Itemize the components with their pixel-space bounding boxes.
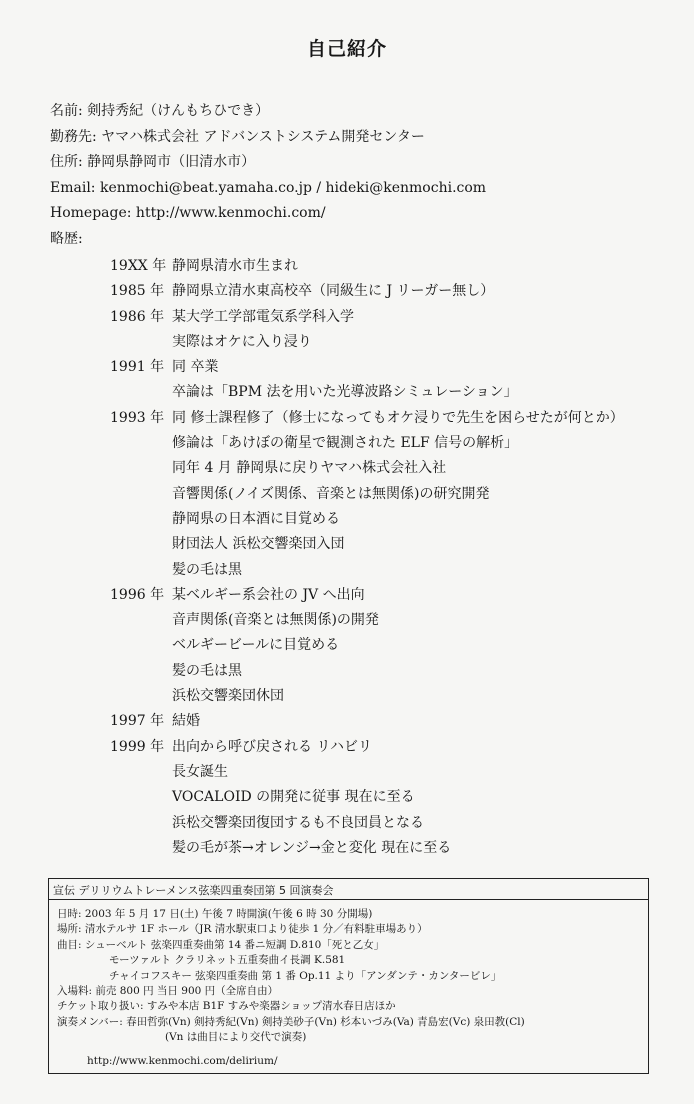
history-row	[110, 482, 670, 507]
history-row	[110, 811, 670, 836]
concert-detail-line: モーツァルト クラリネット五重奏曲イ長調 K.581	[109, 954, 346, 967]
concert-ad-box	[48, 878, 649, 1074]
history-text: 静岡県立清水東高校卒（同級生に J リーガー無し）	[172, 283, 495, 300]
history-row	[110, 279, 670, 304]
concert-url-link[interactable]: http://www.kenmochi.com/delirium/	[87, 1055, 278, 1067]
history-text: ベルギービールに目覚める	[172, 637, 340, 654]
concert-detail-line: 場所: 清水テルサ 1F ホール（JR 清水駅東口より徒歩 1 分／有料駐車場あり）	[57, 923, 428, 936]
history-text: 出向から呼び戻される リハビリ	[172, 738, 373, 755]
history-row	[110, 735, 670, 760]
concert-detail-line: 曲目: シューベルト 弦楽四重奏曲第 14 番ニ短調 D.810「死と乙女」	[57, 938, 385, 951]
history-text: 長女誕生	[172, 763, 228, 780]
concert-detail-line: チャイコフスキー 弦楽四重奏曲 第 1 番 Op.11 より「アンダンテ・カンタービレ」	[109, 969, 502, 982]
history-year: 1996 年	[110, 586, 165, 603]
history-year: 1985 年	[110, 283, 165, 300]
history-year: 1993 年	[110, 409, 165, 426]
concert-detail-line: 日時: 2003 年 5 月 17 日(土) 午後 7 時開演(午後 6 時 30 分開場)	[57, 908, 373, 920]
history-row	[110, 583, 670, 608]
history-text: 同 修士課程修了（修士になってもオケ浸りで先生を困らせたが何とか）	[172, 409, 624, 426]
history-row	[110, 709, 670, 734]
career-history	[110, 254, 670, 861]
history-year: 1999 年	[110, 738, 165, 755]
history-text: 同 卒業	[172, 359, 219, 376]
history-row	[110, 305, 670, 330]
history-text: 同年 4 月 静岡県に戻りヤマハ株式会社入社	[172, 460, 447, 477]
history-row	[110, 608, 670, 633]
history-text: 静岡県清水市生まれ	[172, 258, 298, 274]
history-row	[110, 254, 670, 279]
history-year: 1997 年	[110, 713, 165, 730]
history-text: 音声関係(音楽とは無関係)の開発	[172, 612, 379, 629]
history-row	[110, 633, 670, 658]
history-year: 1991 年	[110, 359, 165, 376]
history-row	[110, 558, 670, 583]
history-text: 音響関係(ノイズ関係、音楽とは無関係)の研究開発	[172, 485, 490, 502]
history-text: 髪の毛が茶→オレンジ→金と変化 現在に至る	[172, 839, 452, 856]
info-line: 住所: 静岡県静岡市（旧清水市）	[50, 154, 256, 171]
info-line: Homepage: http://www.kenmochi.com/	[50, 205, 326, 222]
history-text: 某ベルギー系会社の JV へ出向	[172, 586, 365, 603]
history-year: 19XX 年	[110, 258, 167, 274]
history-text: VOCALOID の開発に従事 現在に至る	[172, 789, 415, 806]
info-line: 勤務先: ヤマハ株式会社 アドバンストシステム開発センター	[50, 128, 425, 145]
concert-header-divider	[49, 899, 648, 900]
profile-info	[50, 99, 670, 253]
history-text: 某大学工学部電気系学科入学	[172, 308, 354, 325]
history-row	[110, 380, 670, 405]
history-row	[110, 836, 670, 861]
concert-detail-line: チケット取り扱い: すみや本店 B1F すみや楽器ショップ清水春日店ほか	[57, 1000, 396, 1013]
concert-detail-line: 演奏メンバー: 春田哲弥(Vn) 剣持秀紀(Vn) 剣持美砂子(Vn) 杉本いづみ(Va) 青島宏(Vc) 泉田教(Cl)	[57, 1015, 525, 1028]
concert-detail-line: (Vn は曲目により交代で演奏)	[165, 1031, 307, 1044]
history-year: 1986 年	[110, 308, 165, 325]
history-row	[110, 456, 670, 481]
history-row	[110, 330, 670, 355]
history-text: 実際はオケに入り浸り	[172, 333, 312, 350]
history-row	[110, 684, 670, 709]
history-text: 財団法人 浜松交響楽団入団	[172, 536, 345, 553]
history-row	[110, 659, 670, 684]
history-text: 修論は「あけぼの衛星で観測された ELF 信号の解析」	[172, 435, 519, 452]
history-text: 結婚	[172, 713, 200, 730]
concert-header: 宣伝 デリリウムトレーメンス弦楽四重奏団第 5 回演奏会	[53, 884, 334, 897]
history-row	[110, 532, 670, 557]
info-line: Email: kenmochi@beat.yamaha.co.jp / hideki@kenmochi.com	[50, 179, 487, 196]
history-text: 髪の毛は黒	[172, 662, 242, 679]
concert-details	[57, 907, 642, 1046]
history-row	[110, 760, 670, 785]
history-text: 卒論は「BPM 法を用いた光導波路シミュレーション」	[172, 384, 518, 401]
history-row	[110, 785, 670, 810]
history-text: 浜松交響楽団復団するも不良団員となる	[172, 814, 424, 831]
history-row	[110, 406, 670, 431]
info-line: 略歴:	[50, 230, 83, 247]
history-row	[110, 431, 670, 456]
page-title: 自己紹介	[306, 38, 387, 60]
history-text: 髪の毛は黒	[172, 561, 242, 578]
history-text: 浜松交響楽団休団	[172, 688, 284, 705]
history-text: 静岡県の日本酒に目覚める	[172, 510, 340, 527]
info-line: 名前: 剣持秀紀（けんもちひでき）	[50, 103, 270, 119]
concert-detail-line: 入場料: 前売 800 円 当日 900 円（全席自由）	[57, 984, 279, 997]
history-row	[110, 507, 670, 532]
history-row	[110, 355, 670, 380]
